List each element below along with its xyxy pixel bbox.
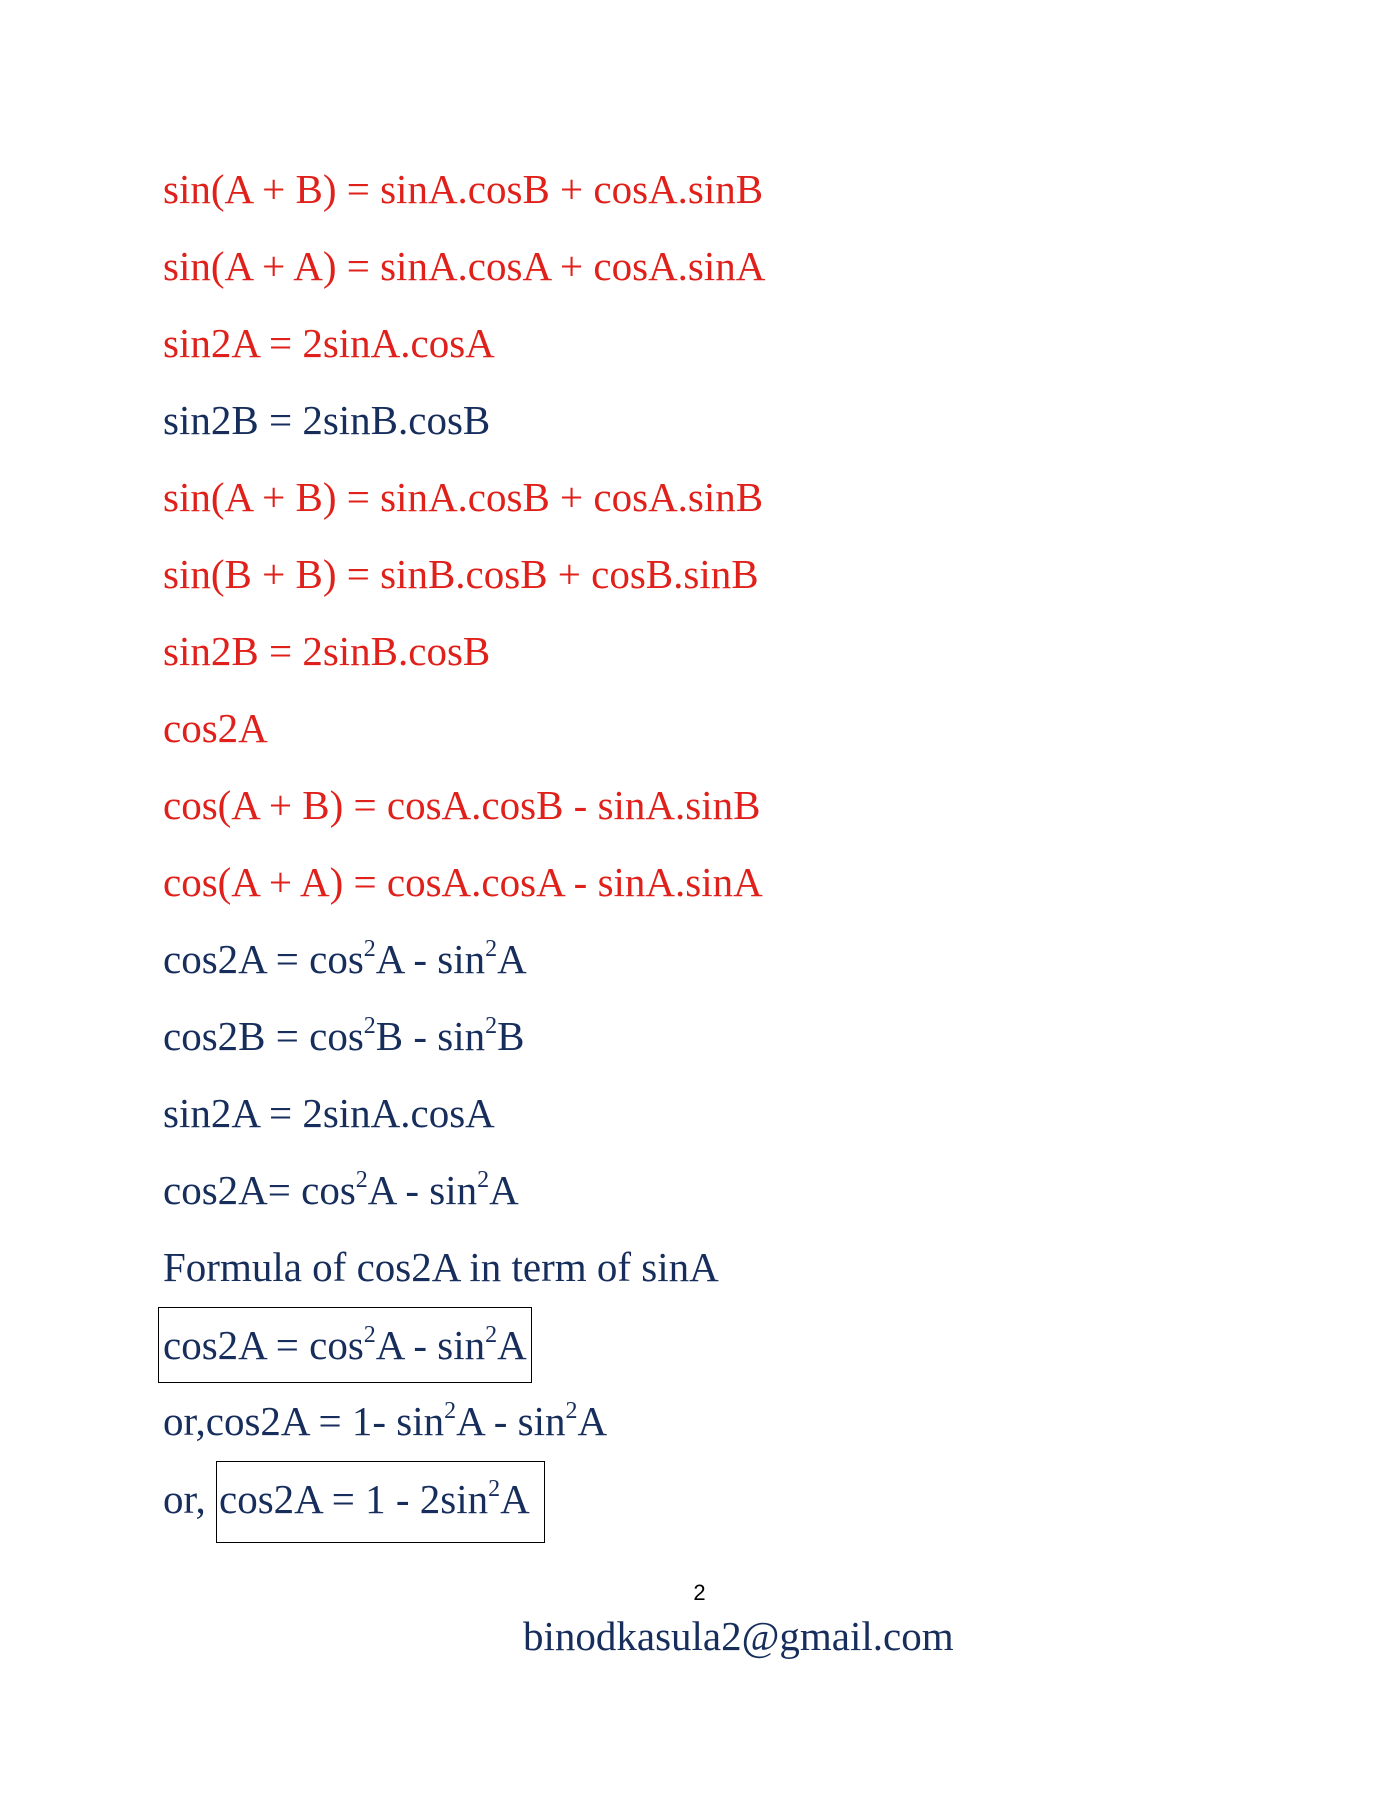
formula-line: sin2B = 2sinB.cosB [163,628,491,674]
formula-line: $\cos 2A = \cos^2A - \sin^2A$ [163,936,527,982]
formula-line: cos(A + A) = cosA.cosA - sinA.sinA [163,859,763,905]
formula-line: sin(A + B) = sinA.cosB + cosA.sinB [163,166,764,212]
formula-line: sin2A = 2sinA.cosA [163,1090,495,1136]
section-heading: Formula of cos2A in term of sinA [163,1244,719,1290]
formula-line: cos(A + B) = cosA.cosB - sinA.sinB [163,782,761,828]
formula-line: sin2A = 2sinA.cosA [163,320,495,366]
formula-line: sin(A + A) = sinA.cosA + cosA.sinA [163,243,766,289]
formula-box: $\cos 2A = 1 - 2\sin^2A$ [216,1461,545,1543]
formula-line: sin2B = 2sinB.cosB [163,397,491,443]
boxed-formula [163,1307,532,1383]
formula-line: $\cos 2A= \cos^2A - \sin^2A$ [163,1167,519,1213]
formula-line: cos2A [163,705,268,751]
formula-line: or,cos2A = 1- $\sin^2A - \sin^2A$ [163,1398,608,1444]
author-email: binodkasula2@gmail.com [523,1613,954,1659]
boxed-formula-result: or, $\cos 2A = 1 - 2\sin^2A$ [163,1461,545,1543]
page-number: 2 [693,1580,706,1605]
formula-line: sin(B + B) = sinB.cosB + cosB.sinB [163,551,759,597]
formula-box: $\cos 2A = \cos^2A - \sin^2A$ [158,1307,532,1383]
formula-line: $\cos 2B = \cos^2B - \sin^2B$ [163,1013,525,1059]
formula-line: sin(A + B) = sinA.cosB + cosA.sinB [163,474,764,520]
